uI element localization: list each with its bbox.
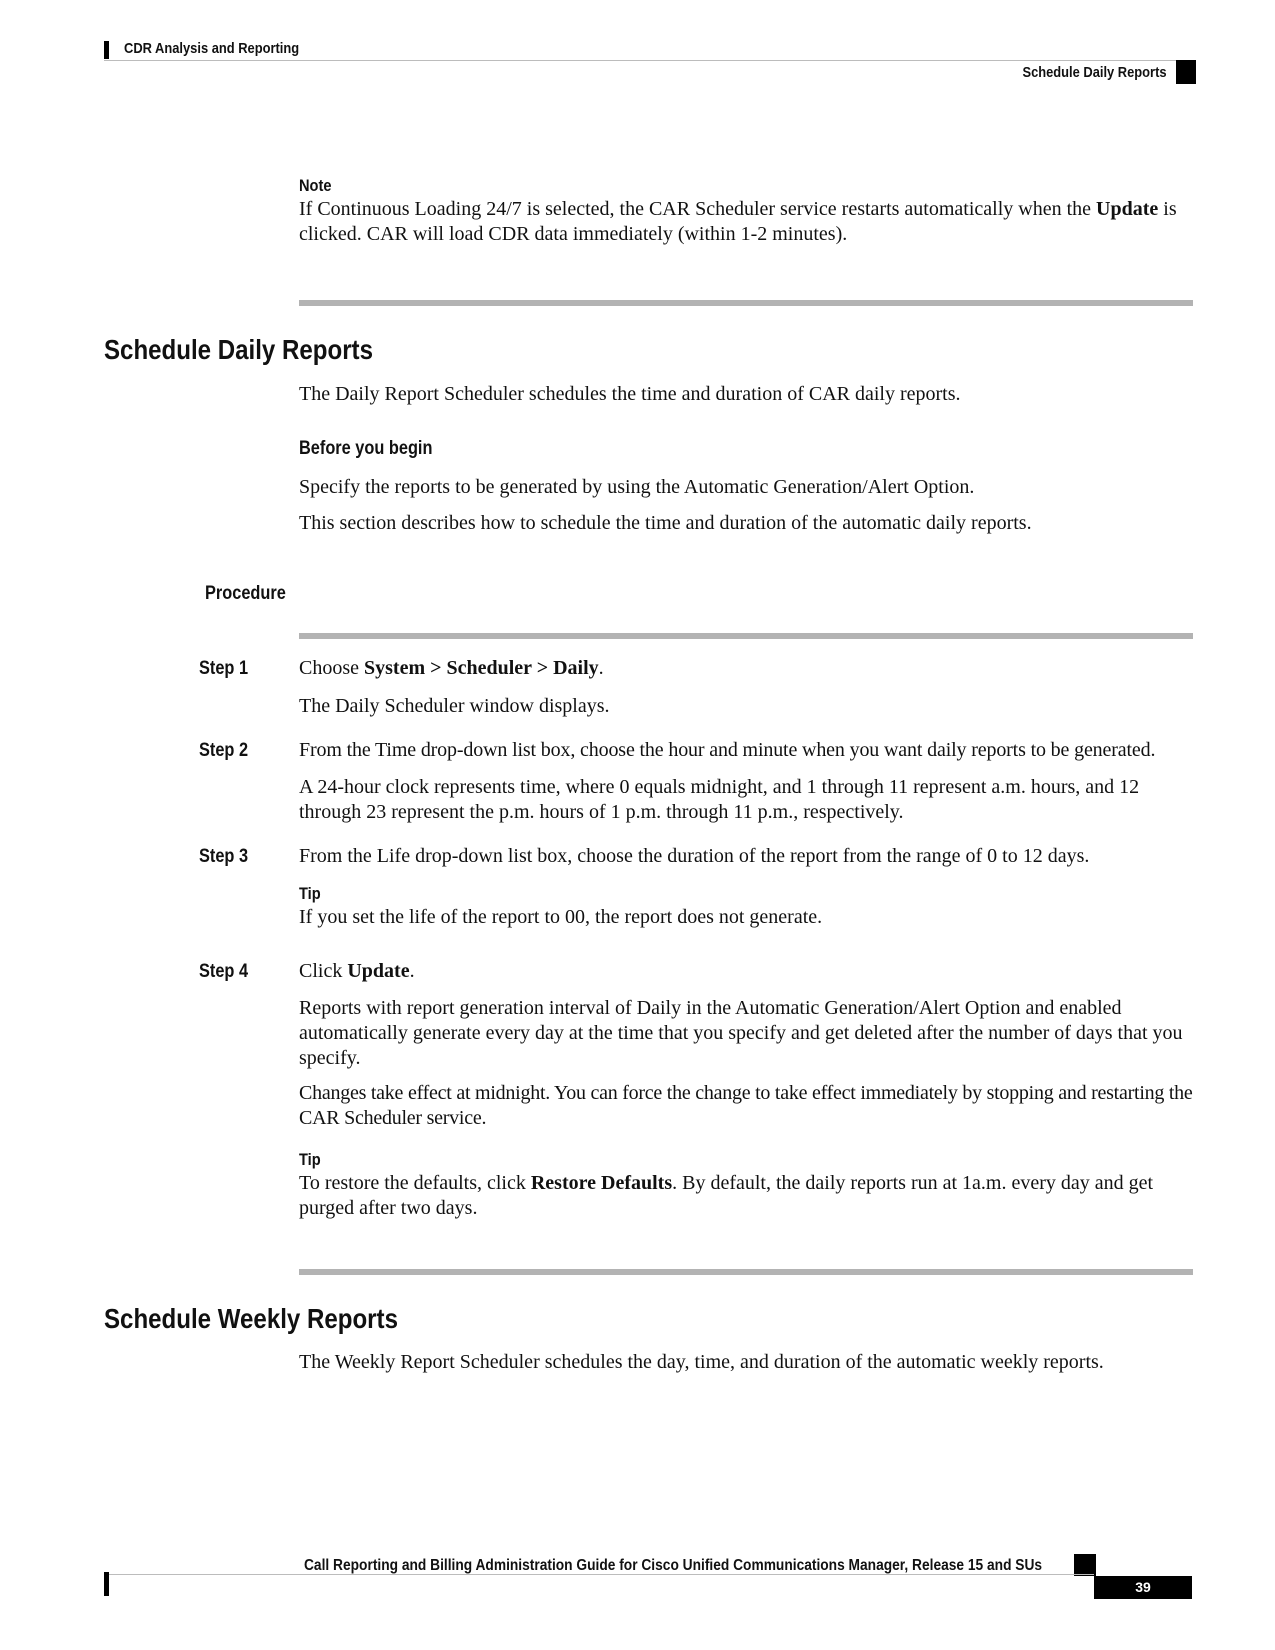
step-1-label: Step 1 <box>199 658 249 679</box>
footer-rule <box>104 1574 1094 1575</box>
section-divider <box>299 300 1193 306</box>
before-you-begin-heading: Before you begin <box>299 438 433 459</box>
footer-left-bar <box>104 1572 109 1596</box>
header-rule <box>104 60 1192 61</box>
daily-intro: The Daily Report Scheduler schedules the time and duration of CAR daily reports. <box>299 383 961 405</box>
step-4-tip-text: To restore the defaults, click Restore Defaults. By default, the daily reports run at 1a.m. every day and get purged after two days. <box>299 1172 1154 1219</box>
footer-guide-title: Call Reporting and Billing Administration Guide for Cisco Unified Communications Manager, Release 15 and SUs <box>304 1557 1043 1574</box>
step-2-label: Step 2 <box>199 740 249 761</box>
step-4-tip-label: Tip <box>299 1150 321 1169</box>
step-3-tip-text: If you set the life of the report to 00, the report does not generate. <box>299 906 823 928</box>
daily-heading: Schedule Daily Reports <box>104 334 373 365</box>
before-text-2: This section describes how to schedule the time and duration of the automatic daily reports. <box>299 512 1032 534</box>
page-number: 39 <box>1094 1576 1192 1599</box>
section-divider-2 <box>299 1269 1193 1275</box>
procedure-label: Procedure <box>205 583 286 604</box>
chapter-title: CDR Analysis and Reporting <box>124 40 300 57</box>
section-title: Schedule Daily Reports <box>1022 64 1167 81</box>
weekly-heading: Schedule Weekly Reports <box>104 1303 398 1334</box>
step-4-sub-1: Reports with report generation interval of Daily in the Automatic Generation/Alert Option and enabled automatically generate every day at the time that you specify and get deleted after the number of days that you specify. <box>299 997 1183 1069</box>
step-4-text: Click Update. <box>299 960 415 982</box>
note-text: If Continuous Loading 24/7 is selected, the CAR Scheduler service restarts automatically when the Update is clicked. CAR will load CDR data immediately (within 1-2 minutes). <box>299 198 1177 245</box>
step-3-tip-label: Tip <box>299 884 321 903</box>
procedure-divider <box>299 633 1193 639</box>
step-4-sub-2: Changes take effect at midnight. You can force the change to take effect immediately by stopping and restarting the CAR Scheduler service. <box>299 1082 1193 1129</box>
step-3-label: Step 3 <box>199 846 249 867</box>
step-1-sub: The Daily Scheduler window displays. <box>299 695 610 717</box>
step-3-text: From the Life drop-down list box, choose the duration of the report from the range of 0 to 12 days. <box>299 845 1090 867</box>
step-1-text: Choose System > Scheduler > Daily. <box>299 657 604 679</box>
footer-block <box>1074 1554 1096 1576</box>
before-text-1: Specify the reports to be generated by using the Automatic Generation/Alert Option. <box>299 476 975 498</box>
step-4-label: Step 4 <box>199 961 249 982</box>
note-label: Note <box>299 176 332 195</box>
weekly-intro: The Weekly Report Scheduler schedules the day, time, and duration of the automatic weekly reports. <box>299 1351 1104 1373</box>
header-left-bar <box>104 41 109 59</box>
step-2-text: From the Time drop-down list box, choose the hour and minute when you want daily reports to be generated. <box>299 739 1156 761</box>
step-2-sub: A 24-hour clock represents time, where 0 equals midnight, and 1 through 11 represent a.m. hours, and 12 through 23 represent the p.m. hours of 1 p.m. through 11 p.m., respectively. <box>299 776 1140 823</box>
header-right-block <box>1176 60 1196 84</box>
